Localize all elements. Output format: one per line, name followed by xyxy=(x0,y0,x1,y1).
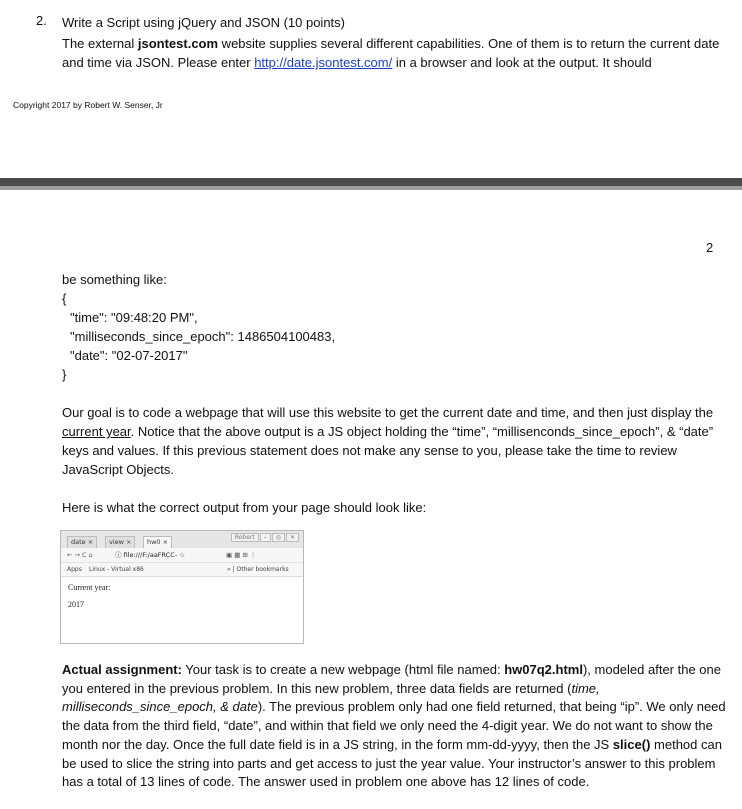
json-line-ms: "milliseconds_since_epoch": 1486504100483, xyxy=(70,329,336,344)
page-divider-shadow xyxy=(0,186,742,190)
browser-tab-active: hw0 × xyxy=(143,536,172,549)
other-bookmarks: » | Other bookmarks xyxy=(227,566,289,573)
page-divider xyxy=(0,178,742,186)
question-paragraph: The external jsontest.com website supplies several different capabilities. One of them is to return the current date and time via JSON. Please enter http://date.jsontest.com/ in a browser and look at the output. It should xyxy=(62,36,720,70)
page-number: 2 xyxy=(706,240,714,255)
json-open-brace: { xyxy=(62,291,67,306)
browser-tab: date × xyxy=(67,536,97,549)
url-field: ⓘ file:///F:/aaFRCC- ☆ xyxy=(115,551,186,559)
json-example xyxy=(62,270,335,384)
close-icon: ✕ xyxy=(286,533,299,542)
window-user-name: Robert xyxy=(231,533,259,542)
bookmarks-bar xyxy=(61,563,303,577)
apps-bookmark: Apps xyxy=(67,566,82,573)
json-line-time: "time": "09:48:20 PM", xyxy=(70,310,198,325)
current-year-label: Current year: xyxy=(68,583,111,592)
restore-icon: ◎ xyxy=(272,533,285,542)
browser-screenshot xyxy=(60,530,304,644)
browser-address-bar xyxy=(61,548,303,563)
goal-paragraph: Our goal is to code a webpage that will use this website to get the current date and time, and then just display the current year. Notice that the above output is a JS object holding the “time”, “millisenconds_since_epoch”, & “date” keys and values. If this previous statement does not make any sense to you, please take the time to review JavaScript Objects. xyxy=(62,405,714,477)
browser-page-content xyxy=(61,577,303,615)
browser-tab: view × xyxy=(105,536,135,549)
linux-bookmark: Linux - Virtual x86 xyxy=(89,566,144,573)
output-intro: Here is what the correct output from your page should look like: xyxy=(62,500,427,515)
question-title: Write a Script using jQuery and JSON (10 points) xyxy=(62,15,345,30)
json-intro: be something like: xyxy=(62,272,167,287)
jsontest-link[interactable]: http://date.jsontest.com/ xyxy=(254,55,393,70)
json-close-brace: } xyxy=(62,367,67,382)
copyright-footer: Copyright 2017 by Robert W. Senser, Jr xyxy=(13,100,163,110)
actual-assignment-paragraph: Actual assignment: Your task is to create a new webpage (html file named: hw07q2.html), modeled after the one you entered in the previous problem. In this new problem, three data fields are returned (time, milliseconds_since_epoch, & date). The previous problem only had one field returned, that being “ip”. We only need the data from the third field, “date”, and within that field we only need the 4-digit year. We do not want to show the month nor the day. Once the full date field is in a JS string, in the form mm-dd-yyyy, then the JS slice() method can be used to slice the string into parts and get access to just the year value. Your instructor’s answer to this problem has a total of 13 lines of code. The answer used in problem one above has 12 lines of code. xyxy=(62,662,726,790)
nav-icons: ← → C ⌂ xyxy=(67,551,93,559)
question-number: 2. xyxy=(36,13,47,28)
current-year-value: 2017 xyxy=(68,600,84,609)
extension-icons: ▣ ▦ ⊞ ⋮ xyxy=(226,551,257,559)
window-controls xyxy=(230,533,299,542)
browser-titlebar xyxy=(61,531,303,548)
minimize-icon: – xyxy=(260,533,271,542)
json-line-date: "date": "02-07-2017" xyxy=(70,348,188,363)
